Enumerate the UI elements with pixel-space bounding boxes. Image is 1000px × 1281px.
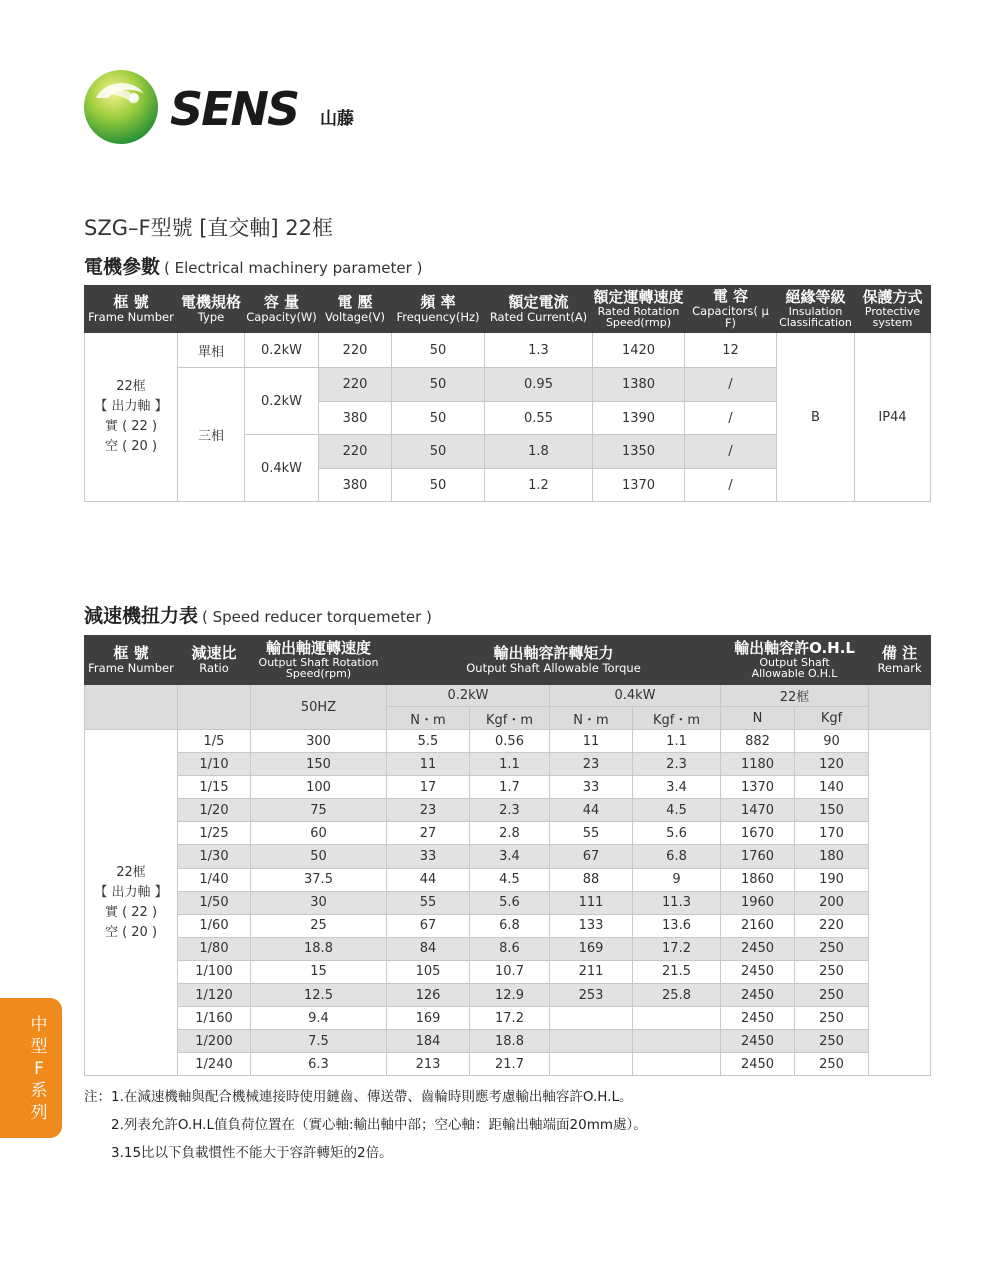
torque-kgfm-04-cell: 2.3	[633, 753, 721, 776]
capacity-cell: 0.4kW	[245, 435, 319, 502]
ohl-n-cell: 1370	[721, 776, 795, 799]
ohl-n-cell: 1470	[721, 799, 795, 822]
capacity-cell: 0.2kW	[245, 368, 319, 435]
torque-nm-02-cell: 213	[387, 1053, 470, 1076]
ratio-cell: 1/25	[178, 822, 251, 845]
frame-number-cell: 22框 【 出力軸 】 實 ( 22 ) 空 ( 20 )	[85, 333, 178, 502]
table-row	[85, 776, 931, 799]
header-allowable-torque: 輸出軸容許轉矩力 Output Shaft Allowable Torque	[387, 636, 721, 685]
torque-kgfm-04-cell	[633, 1030, 721, 1053]
header-output-speed: 輸出軸運轉速度 Output Shaft Rotation Speed(rpm)	[251, 636, 387, 685]
motor-section-subtitle: ( Electrical machinery parameter )	[164, 259, 423, 277]
table-row	[85, 1053, 931, 1076]
ohl-kgf-cell: 170	[795, 822, 869, 845]
torque-nm-02-cell: 184	[387, 1030, 470, 1053]
capacitor-cell: /	[685, 469, 777, 502]
current-cell: 1.3	[485, 333, 593, 368]
capacitor-cell: /	[685, 368, 777, 402]
torque-kgfm-04-cell: 3.4	[633, 776, 721, 799]
type-cell: 單相	[178, 333, 245, 368]
ratio-cell: 1/80	[178, 937, 251, 960]
voltage-cell: 220	[319, 333, 392, 368]
torque-kgfm-04-cell: 1.1	[633, 730, 721, 753]
torque-nm-02-cell: 17	[387, 776, 470, 799]
ohl-n-cell: 1960	[721, 891, 795, 914]
notes	[84, 1083, 647, 1167]
ohl-n-cell: 2450	[721, 960, 795, 983]
torque-kgfm-04-cell: 6.8	[633, 845, 721, 868]
unit-kgfm: Kgf・m	[470, 707, 550, 730]
speed-cell: 100	[251, 776, 387, 799]
ohl-kgf-cell: 190	[795, 868, 869, 891]
blank-cell	[869, 685, 931, 730]
capacitor-cell: 12	[685, 333, 777, 368]
torque-kgfm-02-cell: 3.4	[470, 845, 550, 868]
torque-kgfm-04-cell	[633, 1007, 721, 1030]
document-title: SZG–F型號 [直交軸] 22框	[84, 216, 334, 240]
torque-nm-04-cell: 11	[550, 730, 633, 753]
ohl-kgf-cell: 200	[795, 891, 869, 914]
series-side-tab	[0, 998, 62, 1138]
capacitor-cell: /	[685, 435, 777, 469]
torque-nm-02-cell: 105	[387, 960, 470, 983]
voltage-cell: 220	[319, 368, 392, 402]
ratio-cell: 1/30	[178, 845, 251, 868]
ratio-cell: 1/20	[178, 799, 251, 822]
speed-cell: 1420	[593, 333, 685, 368]
torque-nm-04-cell	[550, 1030, 633, 1053]
torque-nm-02-cell: 169	[387, 1007, 470, 1030]
ohl-kgf-cell: 250	[795, 984, 869, 1007]
torque-nm-04-cell: 211	[550, 960, 633, 983]
header-rated-current: 額定電流 Rated Current(A)	[485, 286, 593, 333]
type-cell: 三相	[178, 368, 245, 502]
protection-cell: IP44	[855, 333, 931, 502]
ohl-kgf-cell: 120	[795, 753, 869, 776]
torque-nm-04-cell: 253	[550, 984, 633, 1007]
torque-nm-02-cell: 84	[387, 937, 470, 960]
torque-kgfm-04-cell: 5.6	[633, 822, 721, 845]
table-row	[85, 1007, 931, 1030]
speed-cell: 6.3	[251, 1053, 387, 1076]
table-row	[85, 799, 931, 822]
table-row	[85, 960, 931, 983]
torque-kgfm-02-cell: 0.56	[470, 730, 550, 753]
frequency-cell: 50	[392, 368, 485, 402]
frame-label-22: 22框	[721, 685, 869, 707]
frequency-cell: 50	[392, 333, 485, 368]
torque-nm-02-cell: 11	[387, 753, 470, 776]
ohl-kgf-cell: 220	[795, 914, 869, 937]
ratio-cell: 1/50	[178, 891, 251, 914]
blank-cell	[178, 685, 251, 730]
torque-nm-04-cell: 111	[550, 891, 633, 914]
ohl-n-cell: 1180	[721, 753, 795, 776]
torque-kgfm-02-cell: 12.9	[470, 984, 550, 1007]
torque-kgfm-02-cell: 4.5	[470, 868, 550, 891]
torque-kgfm-04-cell: 25.8	[633, 984, 721, 1007]
ohl-kgf-cell: 90	[795, 730, 869, 753]
ratio-cell: 1/5	[178, 730, 251, 753]
unit-kgfm: Kgf・m	[633, 707, 721, 730]
capacity-cell: 0.2kW	[245, 333, 319, 368]
speed-cell: 18.8	[251, 937, 387, 960]
table-row	[85, 937, 931, 960]
ohl-kgf-cell: 250	[795, 1053, 869, 1076]
torque-kgfm-02-cell: 10.7	[470, 960, 550, 983]
header-frequency: 頻 率 Frequency(Hz)	[392, 286, 485, 333]
blank-cell	[85, 685, 178, 730]
ohl-kgf-cell: 150	[795, 799, 869, 822]
torque-kgfm-04-cell: 21.5	[633, 960, 721, 983]
torque-nm-02-cell: 23	[387, 799, 470, 822]
ratio-cell: 1/40	[178, 868, 251, 891]
speed-cell: 1390	[593, 402, 685, 435]
torque-nm-02-cell: 55	[387, 891, 470, 914]
ratio-cell: 1/15	[178, 776, 251, 799]
frequency-cell: 50	[392, 469, 485, 502]
ratio-cell: 1/240	[178, 1053, 251, 1076]
header-voltage: 電 壓 Voltage(V)	[319, 286, 392, 333]
voltage-cell: 380	[319, 469, 392, 502]
table-row	[85, 891, 931, 914]
motor-parameter-table	[84, 285, 931, 502]
torque-nm-02-cell: 126	[387, 984, 470, 1007]
table-row	[85, 868, 931, 891]
unit-n: N	[721, 707, 795, 730]
reducer-section-heading: 減速機扭力表	[84, 605, 199, 627]
ohl-kgf-cell: 140	[795, 776, 869, 799]
torque-kgfm-02-cell: 18.8	[470, 1030, 550, 1053]
header-ratio: 減速比 Ratio	[178, 636, 251, 685]
ohl-n-cell: 1760	[721, 845, 795, 868]
torque-kgfm-02-cell: 1.7	[470, 776, 550, 799]
ohl-n-cell: 2450	[721, 1053, 795, 1076]
torque-kgfm-02-cell: 5.6	[470, 891, 550, 914]
ratio-cell: 1/200	[178, 1030, 251, 1053]
header-frame-number: 框 號 Frame Number	[85, 636, 178, 685]
brand-logo	[82, 68, 382, 148]
torque-kgfm-02-cell: 8.6	[470, 937, 550, 960]
unit-kgf: Kgf	[795, 707, 869, 730]
ohl-kgf-cell: 250	[795, 937, 869, 960]
ohl-n-cell: 882	[721, 730, 795, 753]
reducer-section-subtitle: ( Speed reducer torquemeter )	[202, 608, 432, 626]
voltage-cell: 380	[319, 402, 392, 435]
table-row	[85, 984, 931, 1007]
torque-nm-04-cell: 133	[550, 914, 633, 937]
torque-kgfm-04-cell: 4.5	[633, 799, 721, 822]
header-type: 電機規格 Type	[178, 286, 245, 333]
reducer-subheader-row	[85, 685, 931, 707]
current-cell: 0.95	[485, 368, 593, 402]
capacitor-cell: /	[685, 402, 777, 435]
note-3: 3.15比以下負載慣性不能大于容許轉矩的2倍。	[111, 1145, 393, 1161]
ratio-cell: 1/160	[178, 1007, 251, 1030]
torque-kgfm-02-cell: 2.3	[470, 799, 550, 822]
torque-kgfm-02-cell: 17.2	[470, 1007, 550, 1030]
speed-cell: 1350	[593, 435, 685, 469]
current-cell: 1.2	[485, 469, 593, 502]
motor-section-title	[84, 252, 422, 279]
torque-nm-04-cell: 67	[550, 845, 633, 868]
speed-cell: 150	[251, 753, 387, 776]
remark-cell	[869, 730, 931, 1076]
torque-kgfm-02-cell: 1.1	[470, 753, 550, 776]
ohl-n-cell: 1670	[721, 822, 795, 845]
torque-kgfm-02-cell: 2.8	[470, 822, 550, 845]
ohl-n-cell: 2160	[721, 914, 795, 937]
reducer-header-row	[85, 636, 931, 685]
speed-cell: 9.4	[251, 1007, 387, 1030]
torque-nm-02-cell: 33	[387, 845, 470, 868]
ohl-n-cell: 2450	[721, 1007, 795, 1030]
frequency-cell: 50	[392, 402, 485, 435]
header-capacitors: 電 容 Capacitors( μ F)	[685, 286, 777, 333]
ohl-n-cell: 2450	[721, 937, 795, 960]
note-1: 注：1.在減速機軸與配合機械連接時使用鏈齒、傳送帶、齒輪時則應考慮輸出軸容許O.H.L。	[84, 1089, 633, 1105]
speed-cell: 7.5	[251, 1030, 387, 1053]
torque-nm-04-cell: 55	[550, 822, 633, 845]
series-side-tab-label: 中型F系列	[30, 1015, 48, 1123]
header-allowable-ohl: 輸出軸容許O.H.L Output Shaft Allowable O.H.L	[721, 636, 869, 685]
ohl-kgf-cell: 180	[795, 845, 869, 868]
torque-kgfm-04-cell: 17.2	[633, 937, 721, 960]
note-2: 2.列表允許O.H.L值負荷位置在（實心軸:輸出軸中部；空心軸：距輸出軸端面20mm處）。	[111, 1117, 647, 1133]
reducer-torque-table	[84, 635, 931, 1076]
brand-chinese-name: 山藤	[320, 109, 354, 129]
torque-nm-04-cell: 88	[550, 868, 633, 891]
torque-nm-04-cell: 23	[550, 753, 633, 776]
table-row	[85, 1030, 931, 1053]
header-remark: 備 注 Remark	[869, 636, 931, 685]
header-insulation: 絕緣等級 Insulation Classification	[777, 286, 855, 333]
header-protection: 保護方式 Protective system	[855, 286, 931, 333]
table-row	[85, 845, 931, 868]
ratio-cell: 1/120	[178, 984, 251, 1007]
torque-nm-04-cell: 169	[550, 937, 633, 960]
torque-nm-04-cell: 44	[550, 799, 633, 822]
torque-kgfm-04-cell: 13.6	[633, 914, 721, 937]
table-row	[85, 333, 931, 368]
speed-cell: 75	[251, 799, 387, 822]
speed-cell: 50	[251, 845, 387, 868]
ratio-cell: 1/60	[178, 914, 251, 937]
motor-header-row	[85, 286, 931, 333]
power-label-04kw: 0.4kW	[550, 685, 721, 707]
ohl-n-cell: 1860	[721, 868, 795, 891]
speed-cell: 1380	[593, 368, 685, 402]
logo-emblem-icon	[82, 68, 160, 146]
torque-nm-02-cell: 67	[387, 914, 470, 937]
ohl-kgf-cell: 250	[795, 1007, 869, 1030]
motor-section-heading: 電機參數	[84, 256, 161, 278]
ohl-kgf-cell: 250	[795, 960, 869, 983]
torque-kgfm-02-cell: 6.8	[470, 914, 550, 937]
brand-wordmark: SENS	[170, 82, 299, 136]
ohl-n-cell: 2450	[721, 984, 795, 1007]
reducer-section-title	[84, 601, 432, 628]
speed-cell: 60	[251, 822, 387, 845]
unit-nm: N・m	[387, 707, 470, 730]
torque-nm-02-cell: 5.5	[387, 730, 470, 753]
table-row	[85, 914, 931, 937]
torque-kgfm-02-cell: 21.7	[470, 1053, 550, 1076]
table-row	[85, 822, 931, 845]
current-cell: 0.55	[485, 402, 593, 435]
frame-number-cell: 22框 【 出力軸 】 實 ( 22 ) 空 ( 20 )	[85, 730, 178, 1076]
torque-nm-04-cell	[550, 1053, 633, 1076]
insulation-cell: B	[777, 333, 855, 502]
header-rated-speed: 額定運轉速度 Rated Rotation Speed(rmp)	[593, 286, 685, 333]
torque-nm-02-cell: 44	[387, 868, 470, 891]
torque-kgfm-04-cell: 9	[633, 868, 721, 891]
frequency-label: 50HZ	[251, 685, 387, 730]
speed-cell: 1370	[593, 469, 685, 502]
frequency-cell: 50	[392, 435, 485, 469]
table-row	[85, 730, 931, 753]
power-label-02kw: 0.2kW	[387, 685, 550, 707]
torque-kgfm-04-cell	[633, 1053, 721, 1076]
speed-cell: 37.5	[251, 868, 387, 891]
unit-nm: N・m	[550, 707, 633, 730]
torque-kgfm-04-cell: 11.3	[633, 891, 721, 914]
current-cell: 1.8	[485, 435, 593, 469]
torque-nm-04-cell: 33	[550, 776, 633, 799]
torque-nm-04-cell	[550, 1007, 633, 1030]
ohl-kgf-cell: 250	[795, 1030, 869, 1053]
speed-cell: 30	[251, 891, 387, 914]
header-frame-number: 框 號 Frame Number	[85, 286, 178, 333]
voltage-cell: 220	[319, 435, 392, 469]
ratio-cell: 1/10	[178, 753, 251, 776]
table-row	[85, 753, 931, 776]
ratio-cell: 1/100	[178, 960, 251, 983]
speed-cell: 12.5	[251, 984, 387, 1007]
header-capacity: 容 量 Capacity(W)	[245, 286, 319, 333]
ohl-n-cell: 2450	[721, 1030, 795, 1053]
speed-cell: 300	[251, 730, 387, 753]
speed-cell: 25	[251, 914, 387, 937]
torque-nm-02-cell: 27	[387, 822, 470, 845]
speed-cell: 15	[251, 960, 387, 983]
